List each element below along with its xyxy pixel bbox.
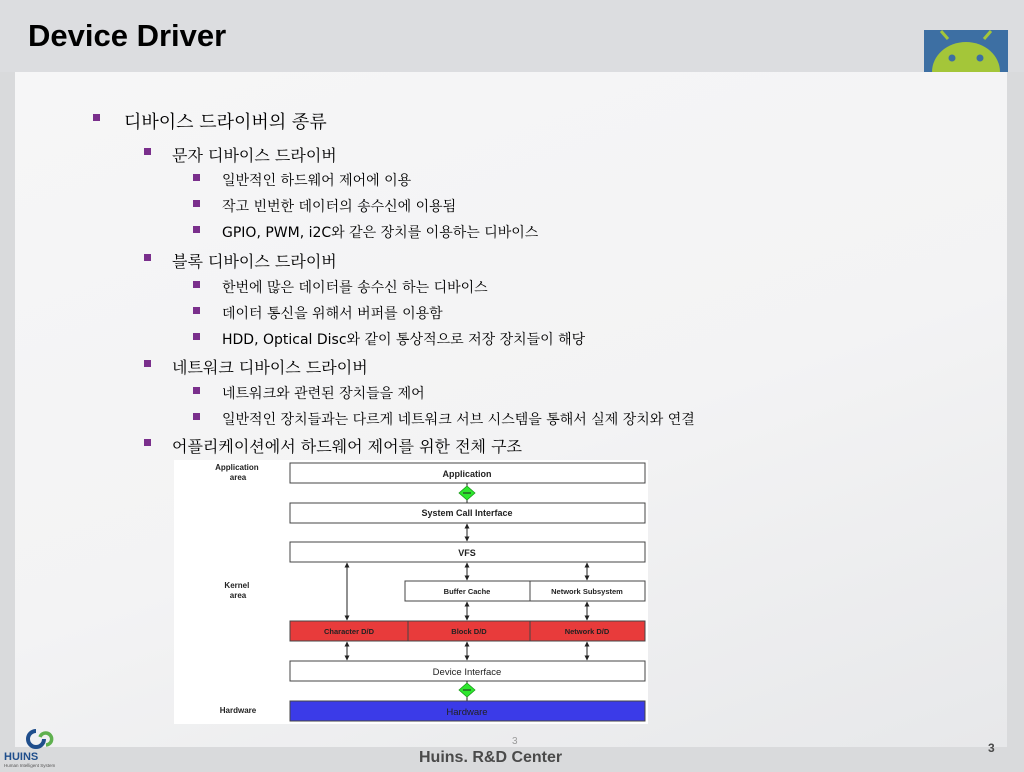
- box-network-subsystem: Network Subsystem: [551, 587, 623, 596]
- outline-block-label-text: 블록 디바이스 드라이버: [172, 252, 337, 271]
- bullet-icon: [144, 254, 151, 261]
- android-logo: [924, 30, 1008, 72]
- company-logo: [0, 727, 80, 768]
- box-character-dd: Character D/D: [323, 627, 375, 636]
- outline-heading: [124, 108, 327, 134]
- box-block-dd: Block D/D: [451, 627, 487, 636]
- outline-structure-label: [172, 434, 522, 457]
- area-label-kernel: Kernel area: [224, 581, 250, 600]
- outline-heading-text: 디바이스 드라이버의 종류: [124, 112, 327, 133]
- list-item: [222, 222, 538, 242]
- list-item-text: 일반적인 하드웨어 제어에 이용: [222, 173, 412, 189]
- outline-block-label: [172, 249, 337, 272]
- list-item-text: 네트워크와 관련된 장치들을 제어: [222, 386, 425, 402]
- bullet-icon: [193, 333, 200, 340]
- list-item-text: 작고 빈번한 데이터의 송수신에 이용됨: [222, 199, 457, 215]
- area-label-application: Application area: [215, 463, 259, 482]
- box-buffer-cache: Buffer Cache: [443, 587, 491, 596]
- bullet-icon: [193, 413, 200, 420]
- bullet-icon: [193, 174, 200, 181]
- list-item-text: HDD, Optical Disc와 같이 통상적으로 저장 장치들이 해당: [222, 332, 586, 348]
- box-vfs: VFS: [458, 548, 476, 558]
- list-item: [222, 329, 585, 349]
- outline-network-label: [172, 355, 368, 378]
- bullet-icon: [144, 439, 151, 446]
- outline-structure-label-text: 어플리케이션에서 하드웨어 제어를 위한 전체 구조: [172, 437, 523, 456]
- list-item: [222, 196, 456, 216]
- bullet-icon: [144, 148, 151, 155]
- outline-char-label: [172, 143, 337, 166]
- box-application: Application: [442, 469, 492, 479]
- bullet-icon: [193, 281, 200, 288]
- list-item-text: GPIO, PWM, i2C와 같은 장치를 이용하는 디바이스: [222, 225, 539, 241]
- bullet-icon: [193, 307, 200, 314]
- page-number: 3: [988, 741, 995, 755]
- outline-char-label-text: 문자 디바이스 드라이버: [172, 146, 337, 165]
- slide-title: Device Driver: [28, 18, 227, 53]
- box-network-dd: Network D/D: [564, 627, 610, 636]
- area-label-hardware: Hardware: [219, 706, 257, 715]
- footer-mark: 3: [512, 736, 518, 747]
- list-item: [222, 303, 443, 323]
- list-item-text: 한번에 많은 데이터를 송수신 하는 디바이스: [222, 280, 488, 296]
- box-hardware: Hardware: [446, 707, 488, 718]
- outline-network-label-text: 네트워크 디바이스 드라이버: [172, 358, 368, 377]
- box-system-call-interface: System Call Interface: [421, 508, 513, 518]
- bullet-icon: [193, 200, 200, 207]
- list-item: [222, 409, 695, 429]
- bullet-icon: [193, 226, 200, 233]
- list-item: [222, 383, 425, 403]
- architecture-diagram: [174, 460, 648, 724]
- box-device-interface: Device Interface: [432, 667, 502, 678]
- bullet-icon: [144, 360, 151, 367]
- list-item-text: 데이터 통신을 위해서 버퍼를 이용함: [222, 306, 443, 322]
- bullet-icon: [93, 114, 100, 121]
- company-logo-subtext: Human Intelligent System: [4, 763, 56, 768]
- company-logo-text: HUINS: [4, 751, 39, 763]
- footer-text: Huins. R&D Center: [419, 749, 563, 766]
- list-item: [222, 277, 488, 297]
- list-item-text: 일반적인 장치들과는 다르게 네트워크 서브 시스템을 통해서 실제 장치와 연결: [222, 412, 695, 428]
- list-item: [222, 170, 411, 190]
- bullet-icon: [193, 387, 200, 394]
